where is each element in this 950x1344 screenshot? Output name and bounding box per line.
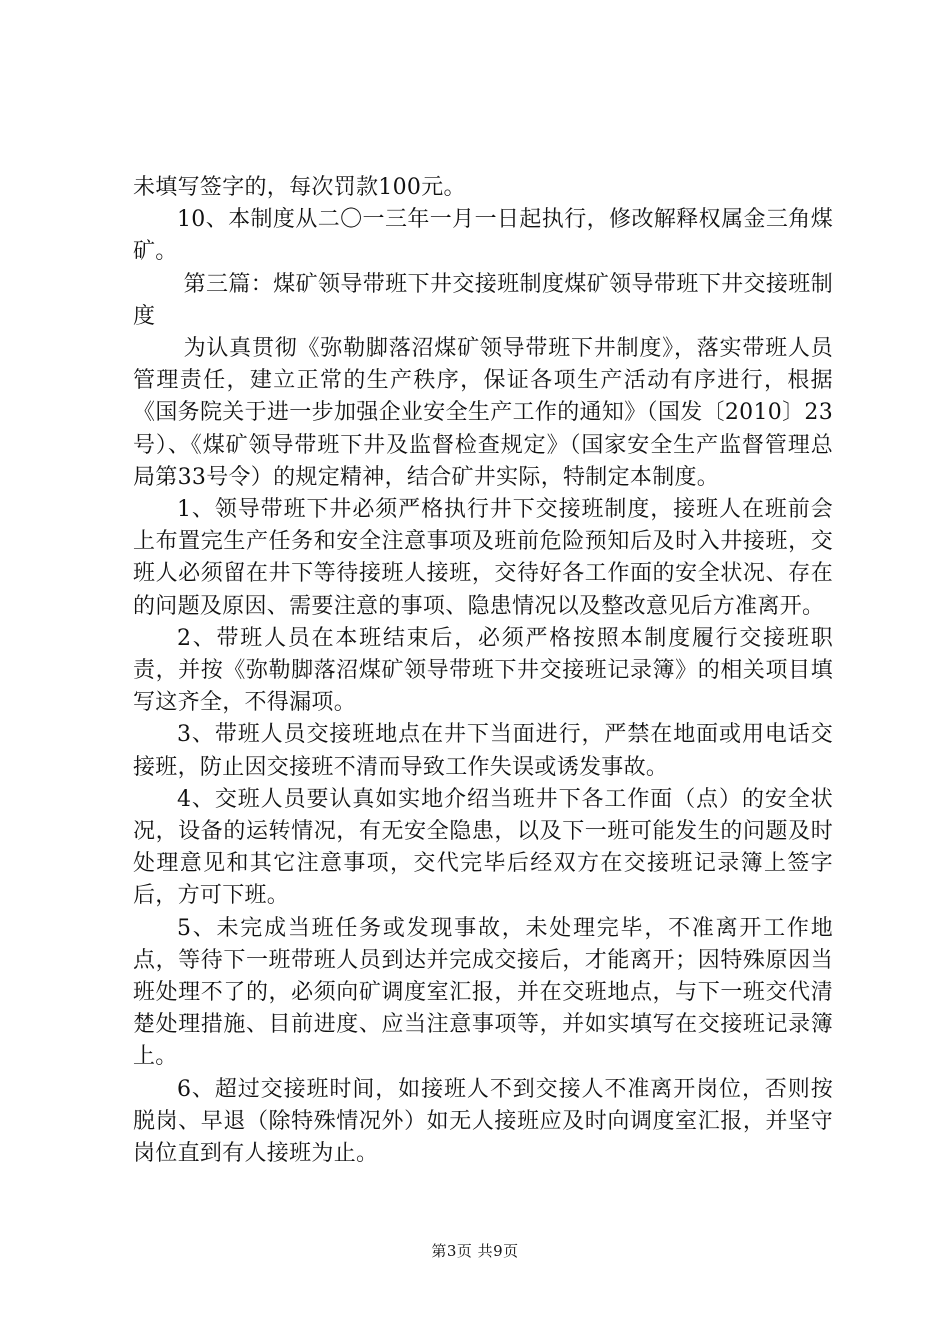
document-body (133, 172, 833, 1170)
paragraph-article-10: 10、本制度从二〇一三年一月一日起执行，修改解释权属金三角煤矿。 (133, 207, 833, 265)
paragraph-continuation: 未填写签字的，每次罚款100元。 (133, 175, 466, 200)
paragraph-article-2: 2、带班人员在本班结束后，必须严格按照本制度履行交接班职责，并按《弥勒脚落沼煤矿领导带班下井交接班记录簿》的相关项目填写这齐全，不得漏项。 (133, 625, 833, 716)
paragraph-article-5: 5、未完成当班任务或发现事故，未处理完毕，不准离开工作地点，等待下一班带班人员到达并完成交接后，才能离开；因特殊原因当班处理不了的，必须向矿调度室汇报，并在交班地点，与下一班交代清楚处理措施、目前进度、应当注意事项等，并如实填写在交接班记录簿上。 (133, 915, 833, 1070)
paragraph-article-4: 4、交班人员要认真如实地介绍当班井下各工作面（点）的安全状况，设备的运转情况，有无安全隐患，以及下一班可能发生的问题及时处理意见和其它注意事项，交代完毕后经双方在交接班记录簿上签字后，方可下班。 (133, 786, 833, 909)
paragraph-article-3: 3、带班人员交接班地点在井下当面进行，严禁在地面或用电话交接班，防止因交接班不清而导致工作失误或诱发事故。 (133, 722, 833, 780)
section-title: 第三篇：煤矿领导带班下井交接班制度煤矿领导带班下井交接班制度 (133, 271, 833, 329)
paragraph-article-1: 1、领导带班下井必须严格执行井下交接班制度，接班人在班前会上布置完生产任务和安全注意事项及班前危险预知后及时入井接班，交班人必须留在井下等待接班人接班，交待好各工作面的安全状况、存在的问题及原因、需要注意的事项、隐患情况以及整改意见后方准离开。 (133, 497, 833, 619)
paragraph-preamble: 为认真贯彻《弥勒脚落沼煤矿领导带班下井制度》，落实带班人员管理责任，建立正常的生产秩序，保证各项生产活动有序进行，根据《国务院关于进一步加强企业安全生产工作的通知》（国发〔2010〕23号）、《煤矿领导带班下井及监督检查规定》（国家安全生产监督管理总局第33号令）的规定精神，结合矿井实际，特制定本制度。 (133, 336, 833, 490)
page-number: 第3页 共9页 (431, 1242, 519, 1260)
paragraph-article-6: 6、超过交接班时间，如接班人不到交接人不准离开岗位，否则按脱岗、早退（除特殊情况外）如无人接班应及时向调度室汇报，并坚守岗位直到有人接班为止。 (133, 1076, 833, 1167)
